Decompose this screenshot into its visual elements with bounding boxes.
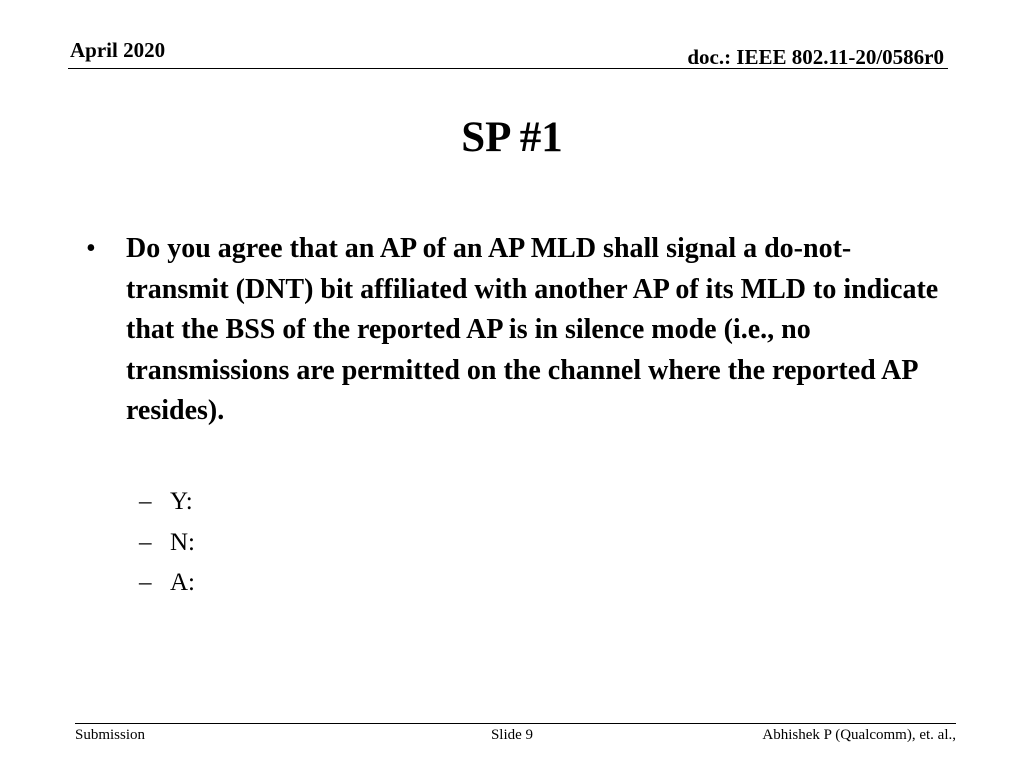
footer-author: Abhishek P (Qualcomm), et. al.,: [762, 727, 956, 743]
footer-submission: Submission: [75, 727, 146, 743]
dash-icon: –: [139, 569, 152, 596]
vote-option-label: N:: [170, 528, 195, 556]
vote-option-label: A:: [170, 569, 195, 596]
header-doc-id: doc.: IEEE 802.11-20/0586r0: [687, 45, 944, 69]
bullet-icon: •: [86, 233, 96, 264]
dash-icon: –: [139, 528, 152, 556]
slide-title: SP #1: [461, 114, 563, 161]
header-divider: [68, 68, 948, 69]
vote-option-no: [139, 523, 195, 564]
vote-option-label: Y:: [170, 488, 193, 515]
question-bullet: [86, 229, 946, 432]
vote-option-abstain: [139, 563, 195, 604]
dash-icon: –: [139, 488, 152, 515]
vote-options-list: [139, 482, 195, 604]
header-date: April 2020: [70, 38, 166, 62]
question-text: Do you agree that an AP of an AP MLD shall signal a do-not-transmit (DNT) bit affiliated with another AP of its MLD to indicate that the BSS of the reported AP is in silence mode (i.e., no transmissions are permitted on the channel where the reported AP resides).: [126, 233, 939, 426]
footer-slide-number: Slide 9: [490, 727, 534, 743]
vote-option-yes: [139, 482, 195, 523]
footer-divider: [75, 723, 956, 724]
